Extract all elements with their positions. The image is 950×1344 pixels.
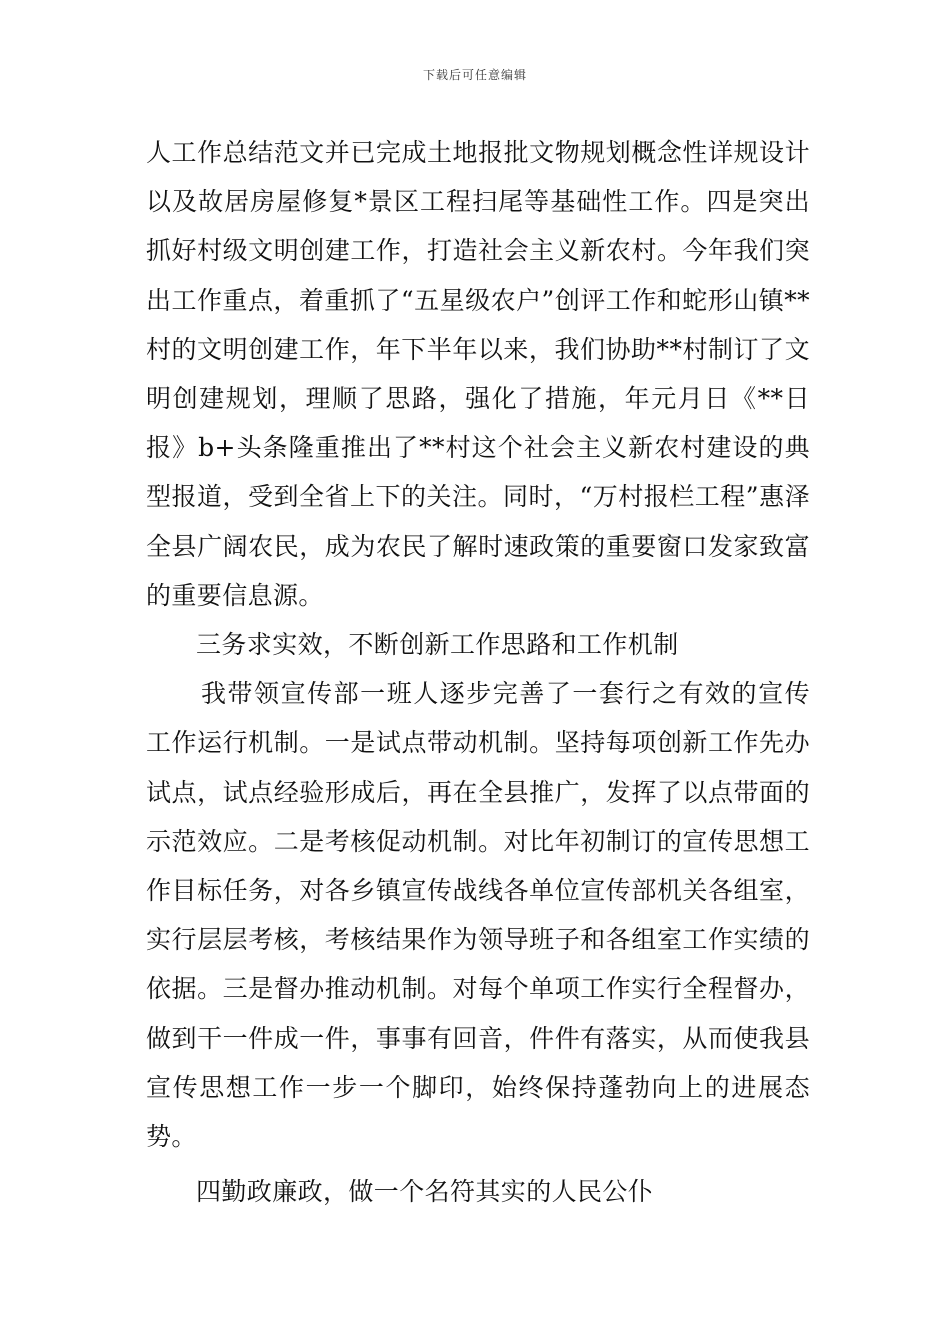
- section-heading-4: 四勤政廉政，做一个名符其实的人民公仆: [196, 1177, 654, 1207]
- page-header: 下载后可任意编辑: [422, 68, 527, 82]
- paragraph-mechanism: 我带领宣传部一班人逐步完善了一套行之有效的宣传工作运行机制。一是试点带动机制。坚持每项创新工作先办试点，试点经验形成后，再在全县推广，发挥了以点带面的示范效应。二是考核促动机制。对比年初制订的宣传思想工作目标任务，对各乡镇宣传战线各单位宣传部机关各组室，实行层层考核，考核结果作为领导班子和各组室工作实绩的依据。三是督办推动机制。对每个单项工作实行全程督办，做到干一件成一件，事事有回音，件件有落实，从而使我县宣传思想工作一步一个脚印，始终保持蓬勃向上的进展态势。: [146, 679, 810, 1152]
- section-heading-3: 三务求实效，不断创新工作思路和工作机制: [196, 630, 679, 660]
- paragraph-continuation: 人工作总结范文并已完成土地报批文物规划概念性详规设计以及故居房屋修复*景区工程扫尾等基础性工作。四是突出抓好村级文明创建工作，打造社会主义新农村。今年我们突出工作重点，着重抓了“五星级农户”创评工作和蛇形山镇**村的文明创建工作，年下半年以来，我们协助**村制订了文明创建规划，理顺了思路，强化了措施，年元月日《**日报》b+头条隆重推出了**村这个社会主义新农村建设的典型报道，受到全省上下的关注。同时，“万村报栏工程”惠泽全县广阔农民，成为农民了解时速政策的重要窗口发家致富的重要信息源。: [146, 138, 810, 610]
- document-body: [146, 128, 810, 1216]
